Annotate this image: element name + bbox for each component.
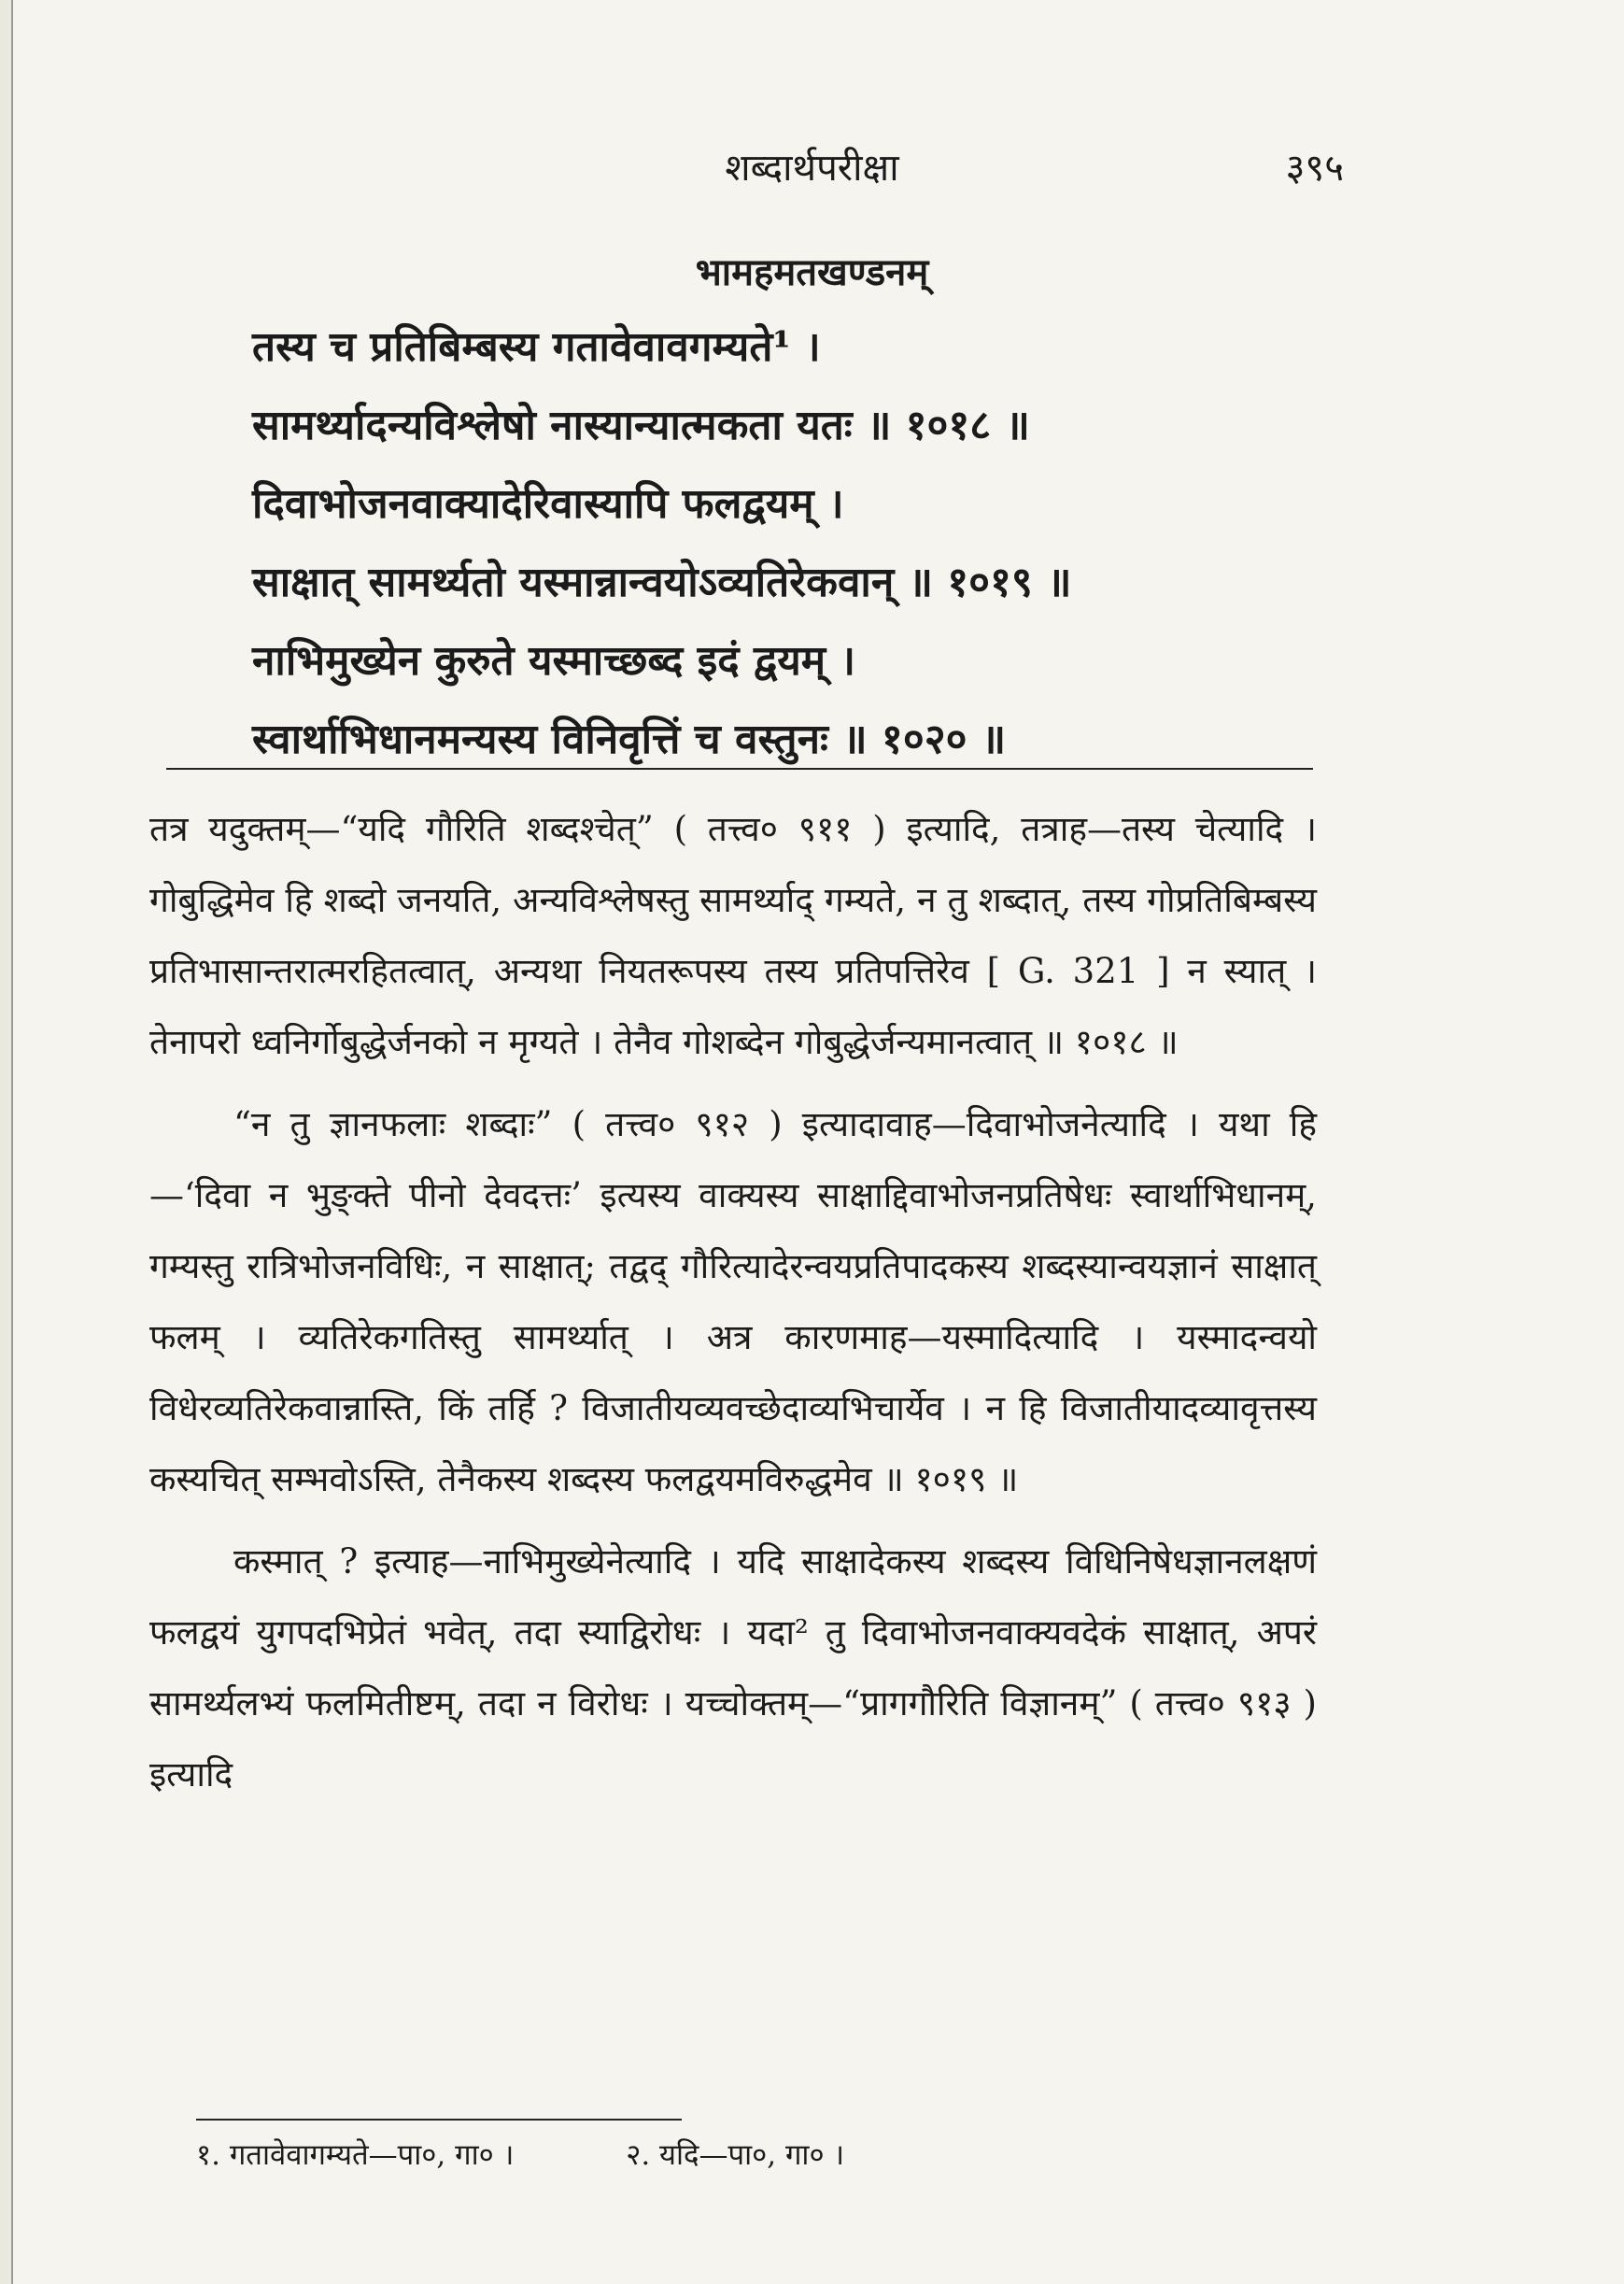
verse-line: साक्षात् सामर्थ्यतो यस्मान्नान्वयोऽव्यतिरेकवान् ॥ १०१९ ॥ <box>252 559 1072 606</box>
verse-line: तस्य च प्रतिबिम्बस्य गतावेवावगम्यते¹ । <box>252 323 821 371</box>
footnotes <box>196 2135 1223 2174</box>
verse-line: दिवाभोजनवाक्यादेरिवास्यापि फलद्वयम् । <box>252 480 844 528</box>
verse-line: नाभिमुख्येन कुरुते यस्माच्छब्द इदं द्वयम् । <box>252 637 856 685</box>
commentary-paragraph: कस्मात् ? इत्याह—नाभिमुख्येनेत्यादि । यदि साक्षादेकस्य शब्दस्य विधिनिषेधज्ञानलक्षणं फलद्वयं युगपदभिप्रेतं भवेत्, तदा स्याद्विरोधः । यदा² तु दिवाभोजनवाक्यवदेकं साक्षात्, अपरं सामर्थ्यलभ्यं फलमितीष्टम्, तदा न विरोधः । यच्चोक्तम्—“प्रागगौरिति विज्ञानम्” ( तत्त्व० ९१३ ) इत्यादि <box>149 1541 1317 1795</box>
page-edge <box>0 0 13 2284</box>
verse-block <box>252 308 1298 779</box>
page-number: ३९५ <box>1285 147 1344 190</box>
running-header: शब्दार्थपरीक्षा <box>725 147 899 190</box>
commentary <box>149 794 1317 1822</box>
verse-line: सामर्थ्यादन्यविश्लेषो नास्यान्यात्मकता यतः ॥ १०१८ ॥ <box>252 402 1030 449</box>
footnote: २. यदि—पा०, गा० । <box>626 2138 845 2172</box>
footnote-divider <box>196 2119 682 2121</box>
section-title: भामहमतखण्डनम् <box>695 250 929 294</box>
commentary-paragraph: तत्र यदुक्तम्—“यदि गौरिति शब्दश्चेत्” ( तत्त्व० ९११ ) इत्यादि, तत्राह—तस्य चेत्यादि । गोबुद्धिमेव हि शब्दो जनयति, अन्यविश्लेषस्तु सामर्थ्याद् गम्यते, न तु शब्दात्, तस्य गोप्रतिबिम्बस्य प्रतिभासान्तरात्मरहितत्वात्, अन्यथा नियतरूपस्य तस्य प्रतिपत्तिरेव [ G. 321 ] न स्यात् । तेनापरो ध्वनिर्गोबुद्धेर्जनको न मृग्यते । तेनैव गोशब्देन गोबुद्धेर्जन्यमानत्वात् ॥ १०१८ ॥ <box>149 809 1317 1062</box>
commentary-paragraph: “न तु ज्ञानफलाः शब्दाः” ( तत्त्व० ९१२ ) इत्यादावाह—दिवाभोजनेत्यादि । यथा हि—‘दिवा न भुङ्क्ते पीनो देवदत्तः’ इत्यस्य वाक्यस्य साक्षाद्दिवाभोजनप्रतिषेधः स्वार्थाभिधानम्, गम्यस्तु रात्रिभोजनविधिः, न साक्षात्; तद्वद् गौरित्यादेरन्वयप्रतिपादकस्य शब्दस्यान्वयज्ञानं साक्षात् फलम् । व्यतिरेकगतिस्तु सामर्थ्यात् । अत्र कारणमाह—यस्मादित्यादि । यस्मादन्वयो विधेरव्यतिरेकवान्नास्ति, किं तर्हि ? विजातीयव्यवच्छेदाव्यभिचार्येव । न हि विजातीयादव्यावृत्तस्य कस्यचित् सम्भवोऽस्ति, तेनैकस्य शब्दस्य फलद्वयमविरुद्धमेव ॥ १०१९ ॥ <box>149 1104 1317 1499</box>
verse-divider <box>166 768 1313 770</box>
footnote: १. गतावेवागम्यते—पा०, गा० । <box>196 2138 515 2172</box>
verse-line: स्वार्थाभिधानमन्यस्य विनिवृत्तिं च वस्तुनः ॥ १०२० ॥ <box>252 716 1007 763</box>
